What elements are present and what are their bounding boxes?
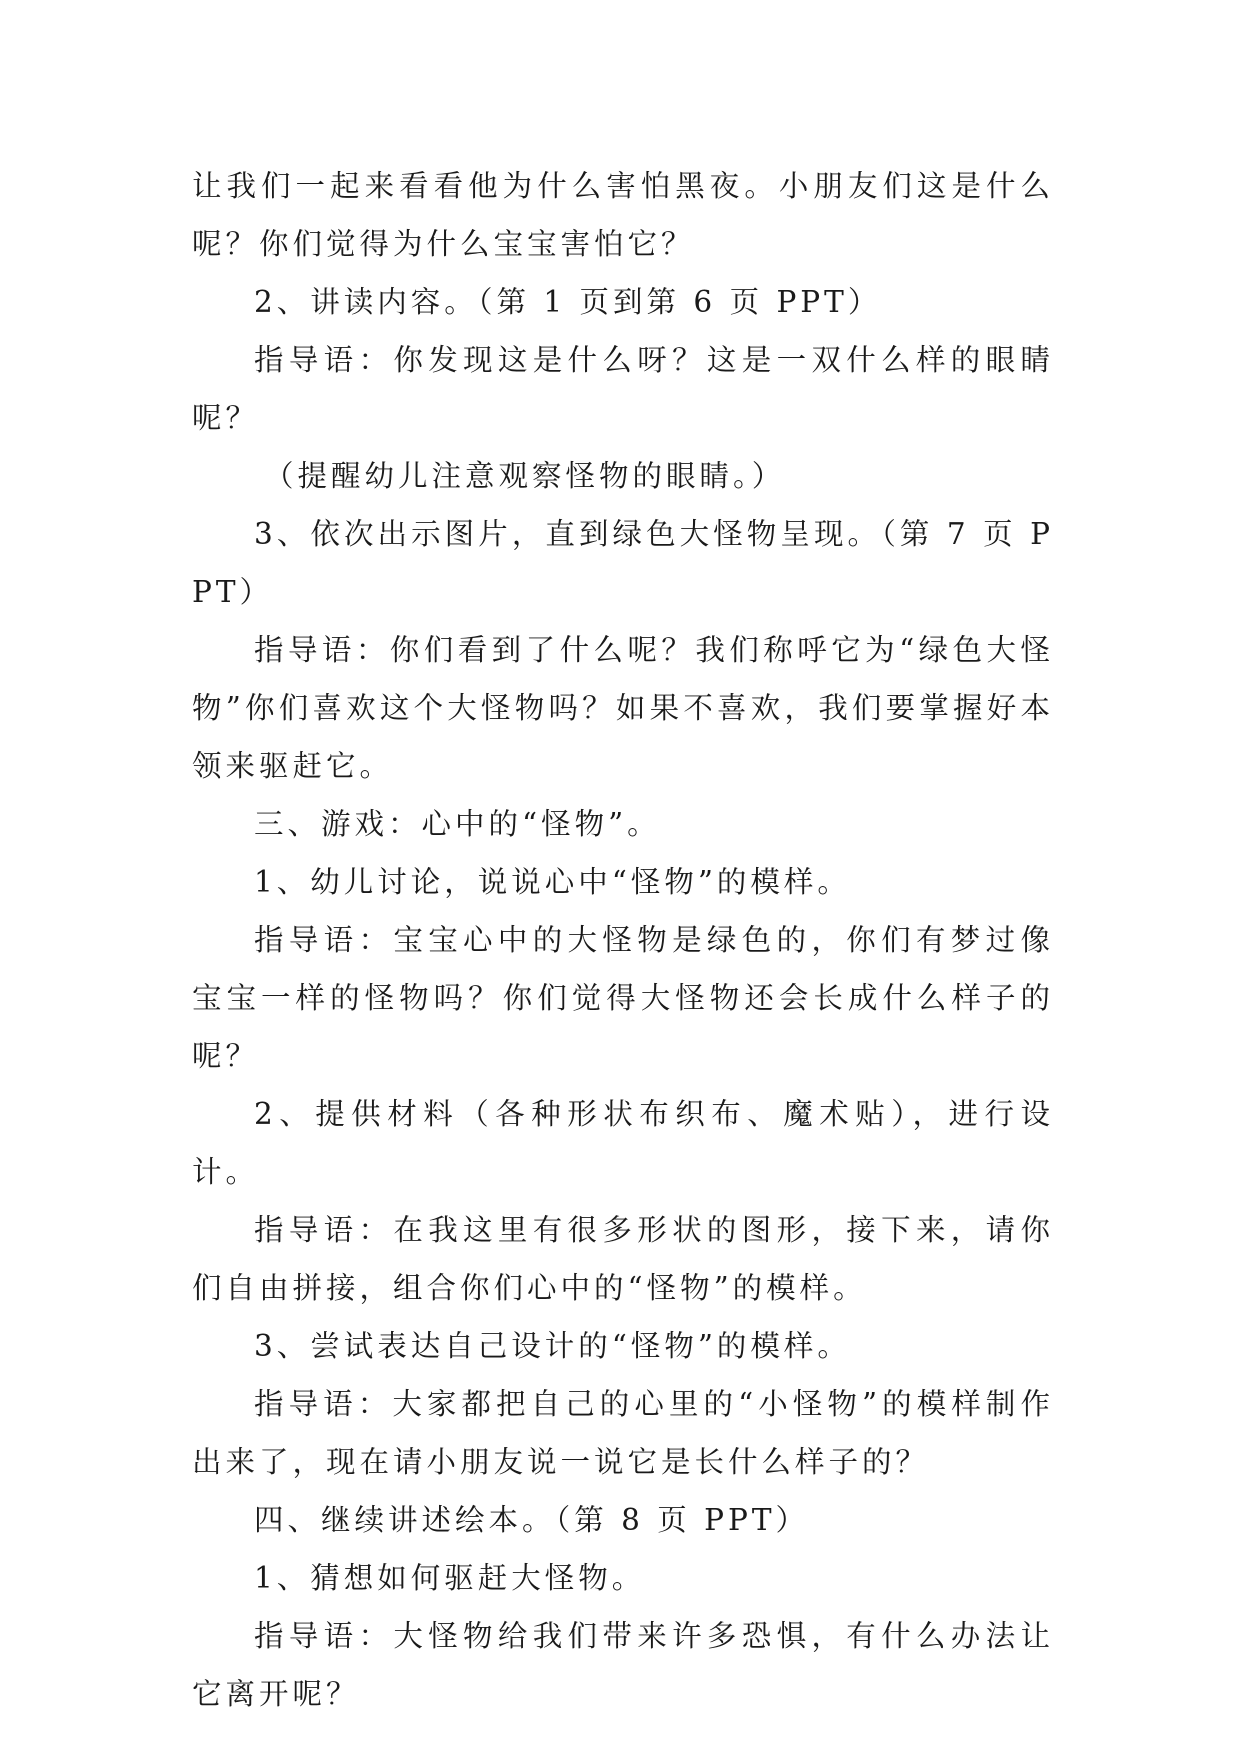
paragraph-guide-2: 指导语：你们看到了什么呢？我们称呼它为“绿色大怪物”你们喜欢这个大怪物吗？如果不喜欢，我们要掌握好本领来驱赶它。 xyxy=(192,633,1054,783)
paragraph-game-step-2: 2、提供材料（各种形状布织布、魔术贴），进行设计。 xyxy=(192,1097,1054,1189)
paragraph-guide-3: 指导语：宝宝心中的大怪物是绿色的，你们有梦过像宝宝一样的怪物吗？你们觉得大怪物还会长成什么样子的呢？ xyxy=(192,923,1054,1073)
paragraph-game-step-1: 1、幼儿讨论，说说心中“怪物”的模样。 xyxy=(254,865,851,899)
paragraph-guide-5: 指导语：大家都把自己的心里的“小怪物”的模样制作出来了，现在请小朋友说一说它是长什么样子的？ xyxy=(192,1387,1054,1479)
paragraph-guide-1: 指导语：你发现这是什么呀？这是一双什么样的眼睛呢？ xyxy=(192,343,1054,435)
paragraph-guide-4: 指导语：在我这里有很多形状的图形，接下来，请你们自由拼接，组合你们心中的“怪物”的模样。 xyxy=(192,1213,1054,1305)
paragraph-game-step-3: 3、尝试表达自己设计的“怪物”的模样。 xyxy=(254,1329,851,1363)
paragraph-note: （提醒幼儿注意观察怪物的眼睛。） xyxy=(264,459,786,493)
paragraph-step-3: 3、依次出示图片，直到绿色大怪物呈现。（第 7 页 PPT） xyxy=(192,517,1054,609)
paragraph-guide-6: 指导语：大怪物给我们带来许多恐惧，有什么办法让它离开呢？ xyxy=(192,1619,1054,1711)
section-heading-continue: 四、继续讲述绘本。（第 8 页 PPT） xyxy=(254,1503,810,1537)
paragraph-continuation: 让我们一起来看看他为什么害怕黑夜。小朋友们这是什么呢？你们觉得为什么宝宝害怕它？ xyxy=(192,169,1054,261)
document-body xyxy=(192,157,1054,1723)
section-heading-game: 三、游戏：心中的“怪物”。 xyxy=(254,807,661,841)
paragraph-step-2: 2、讲读内容。（第 1 页到第 6 页 PPT） xyxy=(254,285,882,319)
paragraph-continue-step-1: 1、猜想如何驱赶大怪物。 xyxy=(254,1561,646,1595)
